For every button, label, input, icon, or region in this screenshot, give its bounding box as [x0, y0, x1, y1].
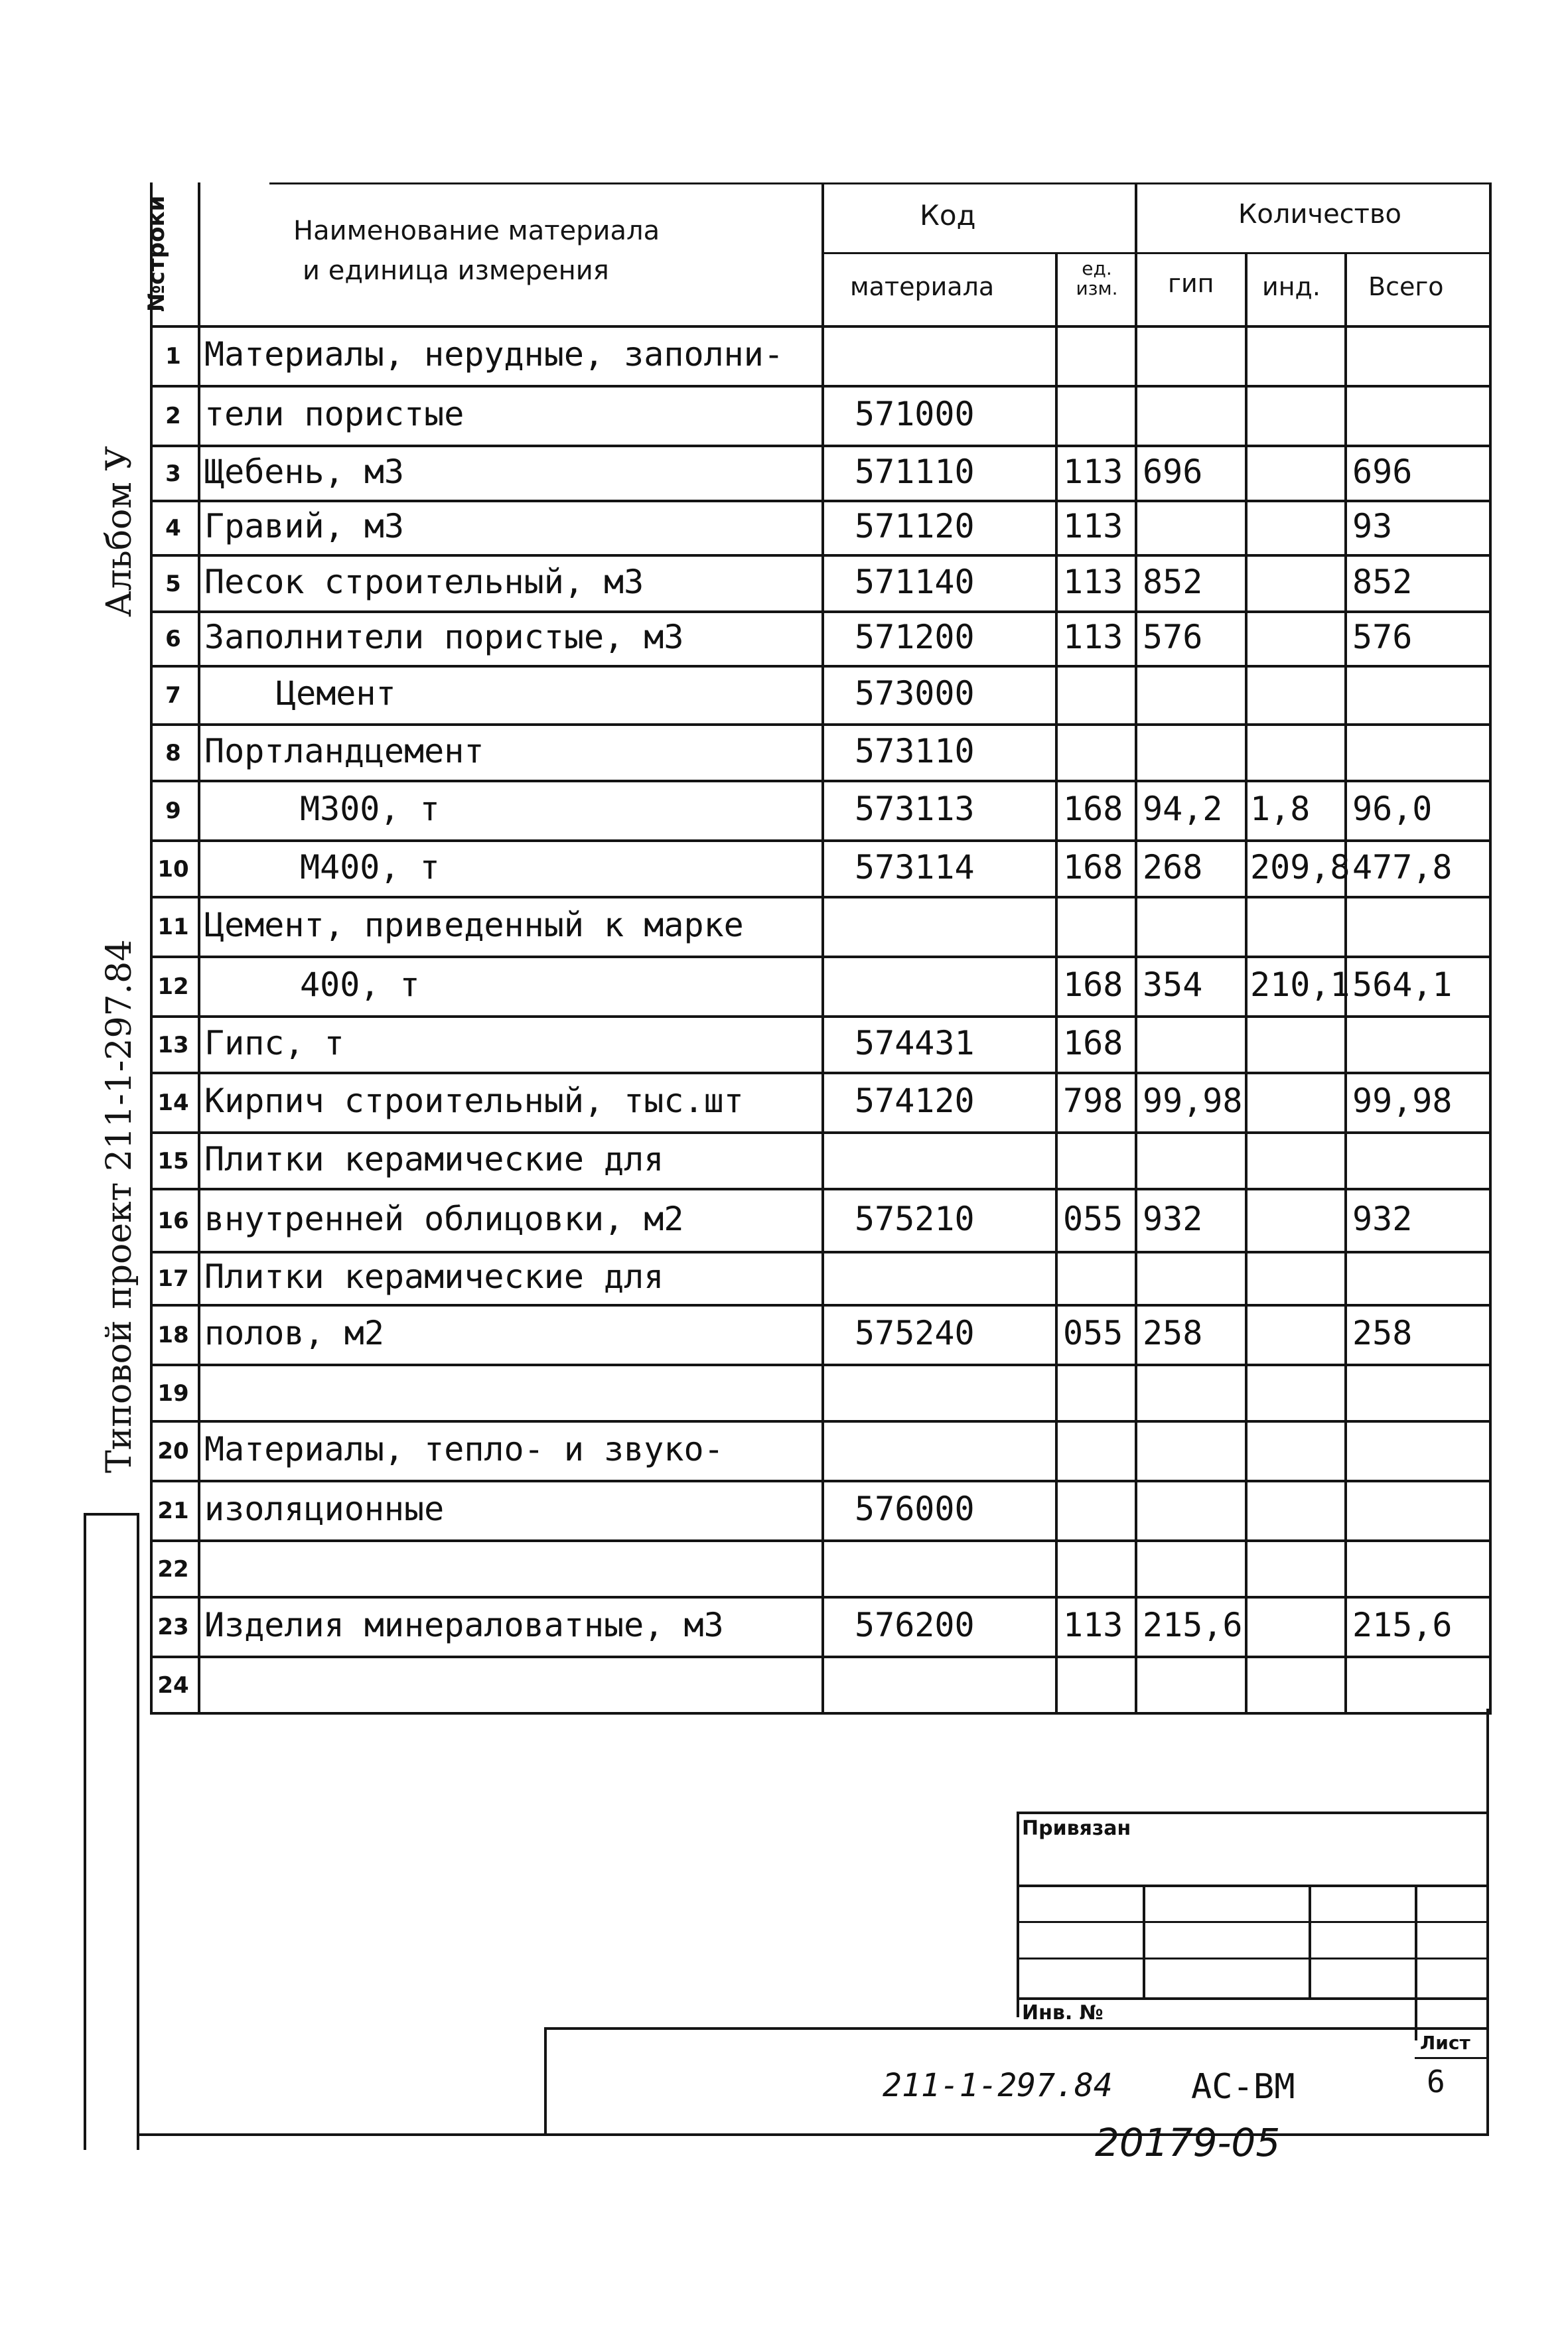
- sheet-number: 6: [1427, 2064, 1445, 2100]
- row-line: [150, 1304, 1492, 1307]
- row-number: 10: [157, 855, 189, 883]
- material-code: 571140: [855, 562, 975, 601]
- qty-gip: 354: [1143, 965, 1203, 1004]
- qty-gip: 696: [1143, 452, 1203, 491]
- qty-total: 477,8: [1352, 847, 1453, 887]
- row-line: [150, 780, 1492, 782]
- material-name: внутренней облицовки, м2: [204, 1199, 684, 1238]
- material-name: 400, т: [300, 965, 420, 1004]
- material-code: 571110: [855, 452, 975, 491]
- material-name: Песок строительный, м3: [204, 562, 644, 601]
- row-number: 19: [157, 1380, 189, 1407]
- row-number: 23: [157, 1614, 189, 1640]
- column-line: [1055, 252, 1058, 1715]
- material-name: Цемент: [276, 674, 396, 713]
- material-code: 575240: [855, 1314, 975, 1352]
- row-line: [150, 1539, 1492, 1542]
- row-line: [150, 1596, 1492, 1599]
- qty-gip: 215,6: [1143, 1606, 1243, 1644]
- row-number: 20: [157, 1438, 189, 1464]
- material-name: Изделия минераловатные, м3: [204, 1606, 724, 1644]
- row-line: [150, 1251, 1492, 1253]
- binding-line-top: [84, 1513, 139, 1516]
- row-number: 13: [157, 1031, 189, 1058]
- row-number: 22: [157, 1555, 189, 1583]
- row-number: 12: [157, 973, 189, 1000]
- row-line: [150, 385, 1492, 388]
- row-number: 1: [165, 343, 181, 370]
- unit-code: 113: [1063, 618, 1123, 656]
- row-line: [150, 1131, 1492, 1134]
- unit-code: 113: [1063, 1606, 1123, 1644]
- header-subdivider: [821, 252, 1489, 254]
- qty-total: 576: [1352, 618, 1413, 656]
- qty-total: 852: [1352, 562, 1413, 601]
- qty-gip: 258: [1143, 1314, 1203, 1352]
- row-number: 17: [157, 1265, 189, 1292]
- unit-code: 055: [1063, 1314, 1123, 1352]
- row-line: [150, 896, 1492, 898]
- table-top-border: [269, 182, 1492, 184]
- total-header: Всего: [1368, 272, 1444, 301]
- document-suffix: АС-ВМ: [1191, 2067, 1295, 2107]
- binding-line-outer: [84, 1513, 86, 2150]
- sheet-label: Лист: [1420, 2032, 1470, 2054]
- row-number: 21: [157, 1498, 189, 1524]
- row-number: 14: [157, 1090, 189, 1116]
- material-name: Щебень, м3: [204, 452, 405, 491]
- row-line: [150, 723, 1492, 726]
- material-name: изоляционные: [204, 1490, 445, 1528]
- qty-total: 258: [1352, 1314, 1413, 1352]
- stamp-left: [1017, 1812, 1019, 2017]
- material-name: Портландцемент: [204, 731, 484, 770]
- material-code: 573000: [855, 674, 975, 713]
- qty-total: 932: [1352, 1199, 1413, 1238]
- material-name: Цемент, приведенный к марке: [204, 906, 744, 944]
- material-name: тели пористые: [204, 395, 464, 433]
- row-line: [150, 445, 1492, 447]
- row-line: [150, 325, 1492, 328]
- row-number: 16: [157, 1207, 189, 1234]
- unit-code: 168: [1063, 847, 1123, 887]
- material-name: Плитки керамические для: [204, 1257, 664, 1296]
- code-material-header: материала: [850, 272, 995, 301]
- row-number: 3: [165, 460, 181, 487]
- title-top: [544, 2027, 1489, 2030]
- row-number: 6: [165, 626, 181, 652]
- row-number: 7: [165, 682, 181, 709]
- row-line: [150, 1188, 1492, 1190]
- stamp-col1: [1143, 1885, 1145, 1997]
- row-number: 8: [165, 739, 181, 766]
- row-number: 5: [165, 570, 181, 597]
- column-line: [198, 182, 200, 1715]
- stamp-top: [1017, 1812, 1489, 1814]
- row-number: 4: [165, 515, 181, 541]
- material-code: 571000: [855, 395, 975, 433]
- title-left: [544, 2027, 547, 2135]
- unit-code: 168: [1063, 1023, 1123, 1062]
- column-line: [1245, 252, 1247, 1715]
- material-name: полов, м2: [204, 1314, 384, 1352]
- row-line: [150, 1480, 1492, 1482]
- material-code: 575210: [855, 1199, 975, 1238]
- qty-total: 564,1: [1352, 965, 1453, 1004]
- document-code: 211-1-297.84: [883, 2067, 1113, 2104]
- quantity-header: Количество: [1238, 199, 1402, 230]
- qty-gip: 932: [1143, 1199, 1203, 1238]
- row-line: [150, 610, 1492, 613]
- material-name: Гипс, т: [204, 1023, 344, 1062]
- qty-total: 696: [1352, 452, 1413, 491]
- unit-code: 798: [1063, 1082, 1123, 1120]
- material-name: М400, т: [300, 847, 440, 887]
- qty-total: 215,6: [1352, 1606, 1453, 1644]
- unit-header: ед. изм.: [1076, 257, 1118, 299]
- unit-code: 113: [1063, 562, 1123, 601]
- material-name: Материалы, нерудные, заполни-: [204, 335, 784, 374]
- frame-bottom: [137, 2133, 1489, 2136]
- row-line: [150, 1015, 1492, 1018]
- material-code: 576000: [855, 1490, 975, 1528]
- row-line: [150, 839, 1492, 842]
- unit-code: 168: [1063, 965, 1123, 1004]
- inv-no-label: Инв. №: [1022, 2001, 1104, 2025]
- material-code: 574120: [855, 1082, 975, 1120]
- project-label: Типовой проект 211-1-297.84: [100, 939, 139, 1473]
- linked-label: Привязан: [1022, 1817, 1131, 1840]
- material-name: Материалы, тепло- и звуко-: [204, 1430, 724, 1468]
- material-code: 573114: [855, 847, 975, 887]
- stamp-col2: [1309, 1885, 1311, 1997]
- row-number: 11: [157, 914, 189, 940]
- column-line: [821, 182, 824, 1715]
- material-name: М300, т: [300, 790, 440, 828]
- materials-table: [143, 182, 1492, 1703]
- gip-header: гип: [1168, 269, 1214, 298]
- row-number: 9: [165, 798, 181, 824]
- handwritten-number: 20179-05: [1095, 2120, 1281, 2165]
- row-line: [150, 665, 1492, 668]
- qty-gip: 576: [1143, 618, 1203, 656]
- stamp-row1: [1017, 1885, 1489, 1887]
- unit-code: 055: [1063, 1199, 1123, 1238]
- material-code: 571200: [855, 618, 975, 656]
- code-header: Код: [920, 199, 976, 232]
- qty-total: 99,98: [1352, 1082, 1453, 1120]
- album-label: Альбом У: [100, 446, 139, 617]
- sheet-divider: [1415, 2057, 1489, 2059]
- row-number: 15: [157, 1147, 189, 1175]
- material-code: 573113: [855, 790, 975, 828]
- row-line: [150, 554, 1492, 557]
- qty-total: 93: [1352, 507, 1393, 545]
- qty-ind: 1,8: [1250, 790, 1311, 828]
- stamp-row4: [1017, 1997, 1489, 2000]
- material-name: Гравий, м3: [204, 507, 405, 545]
- material-code: 574431: [855, 1023, 975, 1062]
- stamp-row3: [1017, 1958, 1489, 1959]
- qty-gip: 94,2: [1143, 790, 1223, 828]
- qty-gip: 99,98: [1143, 1082, 1243, 1120]
- stamp-row2: [1017, 1921, 1489, 1923]
- row-line: [150, 1072, 1492, 1074]
- material-name: Плитки керамические для: [204, 1139, 664, 1178]
- qty-gip: 268: [1143, 847, 1203, 887]
- unit-code: 168: [1063, 790, 1123, 828]
- row-number: 24: [157, 1672, 189, 1699]
- binding-line-inner: [137, 1513, 139, 2150]
- name-header-line2: и единица измерения: [303, 255, 609, 286]
- row-line: [150, 1656, 1492, 1658]
- qty-ind: 209,8: [1250, 847, 1350, 887]
- qty-total: 96,0: [1352, 790, 1433, 828]
- row-number-header: №строки: [143, 195, 170, 312]
- column-line: [1489, 182, 1492, 1715]
- material-name: Заполнители пористые, м3: [204, 618, 684, 656]
- row-line: [150, 500, 1492, 502]
- name-header-line1: Наименование материала: [293, 216, 660, 246]
- material-code: 576200: [855, 1606, 975, 1644]
- row-line: [150, 1712, 1492, 1715]
- ind-header: инд.: [1262, 272, 1320, 301]
- material-name: Кирпич строительный, тыс.шт: [204, 1082, 744, 1120]
- unit-code: 113: [1063, 452, 1123, 491]
- row-number: 2: [165, 403, 181, 429]
- row-line: [150, 1364, 1492, 1366]
- material-code: 571120: [855, 507, 975, 545]
- material-code: 573110: [855, 731, 975, 770]
- qty-gip: 852: [1143, 562, 1203, 601]
- row-line: [150, 956, 1492, 958]
- stamp-col3: [1415, 1885, 1417, 2040]
- column-line: [1135, 182, 1137, 1715]
- qty-ind: 210,1: [1250, 965, 1350, 1004]
- unit-code: 113: [1063, 507, 1123, 545]
- row-line: [150, 1420, 1492, 1423]
- row-number: 18: [157, 1322, 189, 1348]
